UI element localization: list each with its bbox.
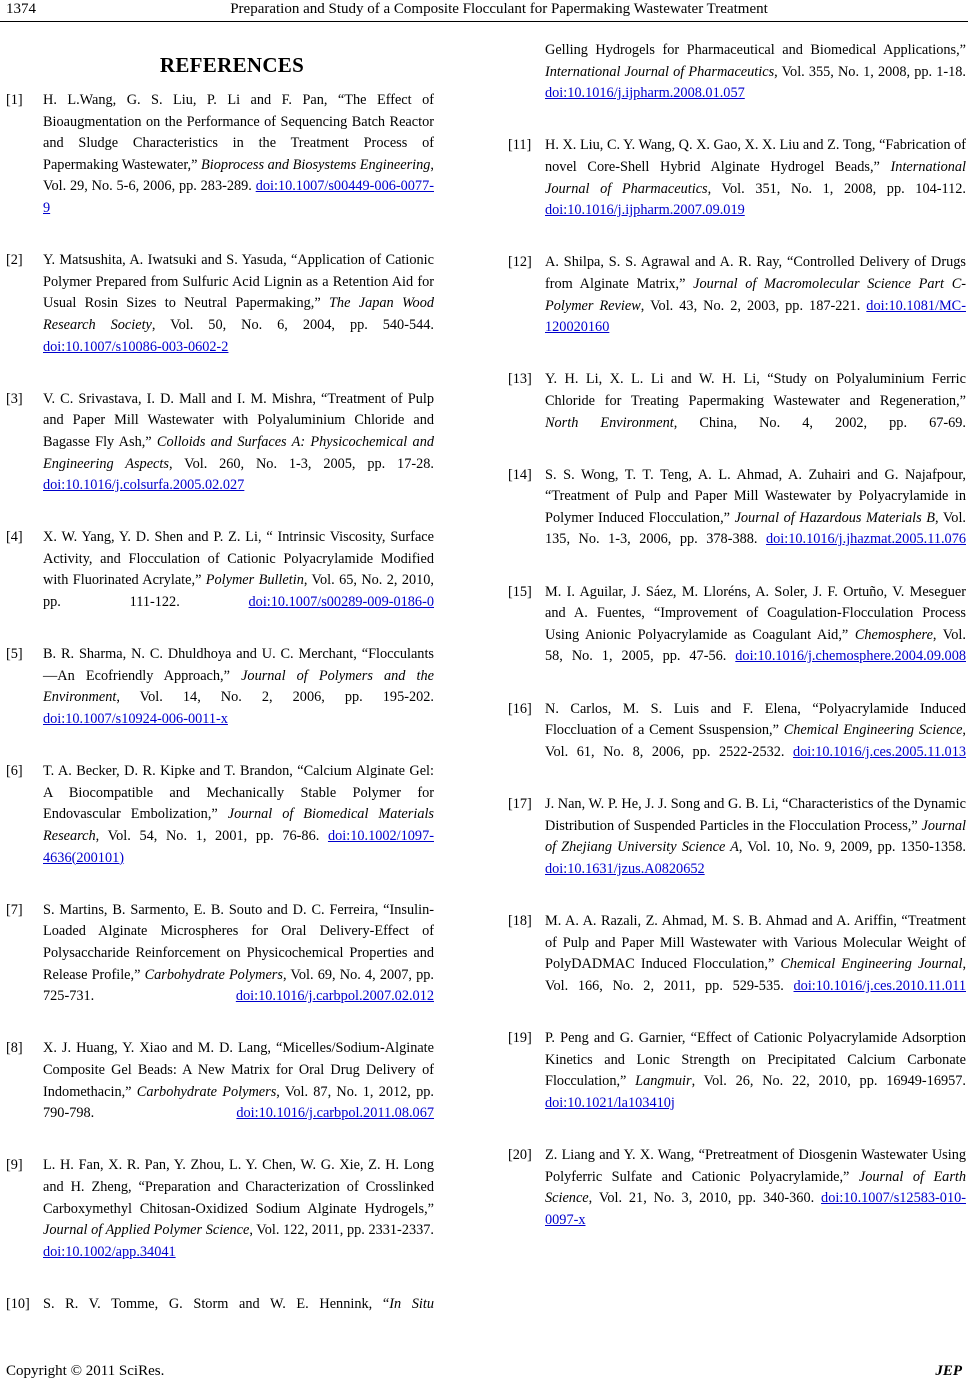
reference-text: [43, 644, 434, 752]
reference-authors-title: H. L.Wang, G. S. Liu, P. Li and F. Pan, “The Effect of Bioaugmentation on the Performance of Sequencing Batch Reactor and Sludge Characteristics in the Treatment Process of Papermaking Wastewater,”: [43, 92, 434, 173]
reference-details: , Vol. 166, No. 2, 2011, pp. 529-535.: [545, 956, 967, 994]
reference-list-left: [6, 90, 434, 1337]
reference-authors-title: P. Peng and G. Garnier, “Effect of Cationic Polyacrylamide Adsorption Kinetics and Lonic Strength on Precipitated Calcium Carbonate Flocculation,”: [545, 1029, 966, 1090]
reference-journal: Journal of Biomedical Materials Research: [43, 806, 434, 844]
reference-text: [43, 900, 434, 1030]
reference-authors-title: M. A. A. Razali, Z. Ahmad, M. S. B. Ahmad and A. Ariffin, “Treatment of Pulp and Paper Mill Wastewater with Various Molecular Weight of PolyDADMAC Induced Flocculation,”: [545, 912, 966, 973]
reference-details: , Vol. 260, No. 1-3, 2005, pp. 17-28.: [168, 455, 434, 472]
reference-item: [6, 761, 434, 891]
doi-link[interactable]: doi:10.1016/j.ces.2010.11.011: [793, 977, 966, 994]
reference-number: [17]: [508, 796, 532, 812]
reference-authors-title: Y. Matsushita, A. Iwatsuki and S. Yasuda, “Application of Cationic Polymer Prepared from Sulfuric Acid Lignin as a Retention Aid for Usual Rosin Sizes to Neutral Papermaking,”: [43, 252, 434, 312]
reference-item: [508, 911, 966, 1019]
doi-link[interactable]: doi:10.1016/j.carbpol.2011.08.067: [236, 1105, 434, 1122]
reference-item: [508, 582, 966, 690]
reference-number: [4]: [6, 529, 23, 546]
doi-link[interactable]: doi:10.1002/1097-4636(200101): [43, 828, 434, 866]
right-column: [508, 40, 966, 1262]
doi-link[interactable]: doi:10.1007/s00449-006-0077-9: [43, 178, 434, 216]
reference-number: [1]: [6, 92, 23, 108]
doi-link[interactable]: doi:10.1016/j.carbpol.2007.02.012: [235, 988, 434, 1005]
reference-details: , Vol. 351, No. 1, 2008, pp. 104-112.: [707, 180, 966, 197]
doi-link[interactable]: doi:10.1007/s12583-010-0097-x: [545, 1190, 966, 1228]
reference-authors-title: V. C. Srivastava, I. D. Mall and I. M. Mishra, “Treatment of Pulp and Paper Mill Wastewater with Polyaluminium Chloride and Bagasse Fly Ash,”: [43, 390, 434, 450]
reference-text: [545, 911, 966, 1019]
reference-journal: Bioprocess and Biosystems Engineering: [201, 156, 431, 173]
reference-item: [6, 389, 434, 519]
reference-list-right: [508, 40, 966, 1253]
reference-authors-title: Gelling Hydrogels for Pharmaceutical and Biomedical Applications,”: [545, 42, 966, 58]
reference-details: , Vol. 87, No. 1, 2012, pp. 790-798.: [43, 1083, 435, 1122]
reference-details: , Vol. 355, No. 1, 2008, pp. 1-18.: [774, 63, 967, 80]
header-rule: [0, 21, 968, 22]
reference-journal: Langmuir: [635, 1073, 692, 1090]
reference-details: , Vol. 61, No. 8, 2006, pp. 2522-2532.: [545, 722, 966, 760]
reference-journal: Journal of Polymers and the Environment: [43, 667, 434, 706]
reference-item: [508, 794, 966, 902]
doi-link[interactable]: doi:10.1016/j.ces.2005.11.013: [792, 743, 966, 760]
reference-text: [545, 1145, 966, 1253]
reference-item: [508, 1028, 966, 1136]
reference-journal: Journal of Zhejiang University Science A: [545, 817, 966, 856]
left-column: [6, 40, 434, 1346]
reference-item: [6, 900, 434, 1030]
reference-item: [508, 699, 966, 785]
copyright-notice: Copyright © 2011 SciRes.: [6, 1363, 165, 1379]
reference-authors-title: X. W. Yang, Y. D. Shen and P. Z. Li, “ Intrinsic Viscosity, Surface Activity, and Flocculation of Cationic Polyacrylamide Modified with Fluorinated Acrylate,”: [43, 529, 434, 589]
reference-journal: Chemical Engineering Science: [783, 722, 963, 739]
reference-number: [19]: [508, 1029, 532, 1046]
reference-details: , Vol. 58, No. 1, 2005, pp. 47-56.: [545, 626, 966, 665]
reference-text: [545, 699, 966, 785]
reference-number: [16]: [508, 700, 532, 717]
reference-text: [545, 40, 966, 126]
reference-details: , Vol. 43, No. 2, 2003, pp. 187-221.: [640, 297, 867, 314]
reference-details: , Vol. 29, No. 5-6, 2006, pp. 283-289.: [43, 156, 434, 195]
reference-authors-title: T. A. Becker, D. R. Kipke and T. Brandon, “Calcium Alginate Gel: A Biocompatible and Mechanically Stable Polymer for Endovascular Embolization,”: [43, 763, 434, 823]
reference-authors-title: N. Carlos, M. S. Luis and F. Elena, “Polyacrylamide Induced Floccluation of a Cement Ssuspension,”: [545, 700, 966, 739]
reference-number: [13]: [508, 371, 532, 388]
reference-text: [545, 135, 966, 243]
reference-authors-title: X. J. Huang, Y. Xiao and M. D. Lang, “Micelles/Sodium-Alginate Composite Gel Beads: A New Matrix for Oral Drug Delivery of Indomethacin,”: [43, 1040, 434, 1100]
reference-number: [12]: [508, 254, 532, 271]
reference-number: [8]: [6, 1040, 23, 1057]
reference-number: [3]: [6, 390, 23, 407]
reference-text: [545, 369, 966, 455]
reference-journal: Chemosphere: [854, 626, 933, 643]
reference-authors-title: S. S. Wong, T. T. Teng, A. L. Ahmad, A. Zuhairi and G. Najafpour, “Treatment of Pulp and Paper Mill Wastewater by Polyacrylamide in Polymer Induced Flocculation,”: [545, 466, 966, 526]
reference-item: [6, 90, 434, 241]
reference-text: [545, 794, 966, 902]
reference-details: , Vol. 50, No. 6, 2004, pp. 540-544.: [151, 316, 434, 333]
reference-item: [6, 644, 434, 752]
reference-number: [5]: [6, 646, 23, 663]
reference-text: [43, 527, 434, 635]
reference-journal: International Journal of Pharmaceutics: [545, 63, 775, 80]
running-title: Preparation and Study of a Composite Flocculant for Papermaking Wastewater Treatment: [230, 1, 768, 17]
doi-link[interactable]: doi:10.1007/s10086-003-0602-2: [43, 338, 229, 355]
reference-item: [6, 527, 434, 635]
reference-item: [508, 135, 966, 243]
reference-item: [508, 40, 966, 126]
reference-journal: International Journal of Pharmaceutics: [545, 158, 966, 197]
reference-journal: Colloids and Surfaces A: Physicochemical and Engineering Aspects: [43, 433, 434, 472]
doi-link[interactable]: doi:10.1002/app.34041: [43, 1243, 176, 1260]
reference-text: [43, 761, 434, 891]
reference-item: [6, 1155, 434, 1285]
reference-item: [508, 465, 966, 573]
reference-details: , Vol. 69, No. 4, 2007, pp. 725-731.: [43, 966, 434, 1005]
reference-authors-title: H. X. Liu, C. Y. Wang, Q. X. Gao, X. X. Liu and Z. Tong, “Fabrication of novel Core-Shell Hybrid Alginate Hydrogel Beads,”: [545, 137, 967, 175]
reference-item: [508, 369, 966, 455]
doi-link[interactable]: doi:10.1016/j.colsurfa.2005.02.027: [43, 477, 245, 494]
reference-authors-title: Y. H. Li, X. L. Li and W. H. Li, “Study on Polyaluminium Ferric Chloride for Treating Papermaking Wastewater and Regeneration,”: [545, 371, 966, 409]
reference-journal: Journal of Earth Science: [545, 1168, 967, 1207]
reference-authors-title: S. Martins, B. Sarmento, E. B. Souto and D. C. Ferreira, “Insulin-Loaded Alginate Microspheres for Oral Delivery-Effect of Polysaccharide Reinforcement on Physicochemical Properties and Release Profile,”: [43, 901, 434, 983]
reference-item: [6, 1294, 434, 1337]
reference-journal: Carbohydrate Polymers: [144, 966, 283, 983]
reference-details: , Vol. 65, No. 2, 2010, pp. 111-122.: [43, 572, 434, 611]
reference-details: , Vol. 135, No. 1-3, 2006, pp. 378-388.: [545, 509, 967, 548]
reference-item: [508, 252, 966, 360]
reference-item: [6, 250, 434, 380]
reference-authors-title: M. I. Aguilar, J. Sáez, M. Lloréns, A. Soler, J. F. Ortuño, V. Meseguer and A. Fuentes, “Improvement of Coagulation-Flocculation Process Using Anionic Polyacrylamide as Coagulant Aid,”: [545, 583, 966, 643]
doi-link[interactable]: doi:10.1021/la103410j: [545, 1094, 675, 1111]
reference-text: [43, 389, 434, 519]
reference-details: , Vol. 14, No. 2, 2006, pp. 195-202.: [116, 689, 434, 706]
reference-number: [9]: [6, 1157, 23, 1174]
reference-text: [43, 90, 434, 241]
doi-link[interactable]: doi:10.1016/j.chemosphere.2004.09.008: [735, 648, 966, 665]
references-heading: REFERENCES: [159, 53, 305, 77]
reference-authors-title: J. Nan, W. P. He, J. J. Song and G. B. Li, “Characteristics of the Dynamic Distribution of Suspended Particles in the Flocculation Process,”: [545, 796, 966, 834]
reference-journal: Journal of Macromolecular Science Part C-Polymer Review: [545, 275, 966, 314]
reference-journal: Polymer Bulletin: [205, 572, 304, 589]
reference-authors-title: S. R. V. Tomme, G. Storm and W. E. Hennink, “: [43, 1295, 390, 1312]
reference-number: [6]: [6, 763, 23, 780]
reference-number: [18]: [508, 912, 532, 929]
reference-text: [545, 252, 966, 360]
reference-details: , Vol. 21, No. 3, 2010, pp. 340-360.: [588, 1190, 822, 1207]
reference-journal: Journal of Applied Polymer Science: [43, 1222, 250, 1239]
reference-item: [6, 1038, 434, 1146]
reference-details: , Vol. 122, 2011, pp. 2331-2337.: [249, 1222, 434, 1239]
doi-link[interactable]: doi:10.1631/jzus.A0820652: [545, 860, 705, 877]
reference-authors-title: A. Shilpa, S. S. Agrawal and A. R. Ray, “Controlled Delivery of Drugs from Alginate Matrix,”: [545, 254, 966, 292]
reference-journal: The Japan Wood Research Society: [43, 295, 434, 333]
reference-text: [43, 1294, 434, 1337]
reference-authors-title: L. H. Fan, X. R. Pan, Y. Zhou, L. Y. Chen, W. G. Xie, Z. H. Long and H. Zheng, “Preparation and Characterization of Crosslinked Carboxymethyl Chitosan-Oxidized Sodium Alginate Hydrogels,”: [43, 1157, 434, 1217]
reference-text: [545, 1028, 966, 1136]
reference-text: [545, 465, 966, 573]
reference-details: , Vol. 26, No. 22, 2010, pp. 16949-16957.: [691, 1073, 966, 1090]
doi-link[interactable]: doi:10.1016/j.ijpharm.2007.09.019: [545, 202, 745, 219]
reference-text: [43, 250, 434, 380]
reference-journal: North Environment: [545, 414, 674, 431]
page-number: 1374: [6, 1, 36, 17]
reference-item: [508, 1145, 966, 1253]
reference-journal: In Situ: [389, 1295, 434, 1312]
doi-link[interactable]: doi:10.1016/j.ijpharm.2008.01.057: [545, 85, 745, 102]
doi-link[interactable]: doi:10.1016/j.jhazmat.2005.11.076: [765, 531, 966, 548]
doi-link[interactable]: doi:10.1081/MC-120020160: [545, 297, 966, 336]
reference-details: , China, No. 4, 2002, pp. 67-69.: [673, 414, 967, 431]
reference-number: [20]: [508, 1146, 532, 1163]
reference-number: [10]: [6, 1295, 30, 1312]
reference-journal: Carbohydrate Polymers: [136, 1083, 277, 1100]
reference-authors-title: Z. Liang and Y. X. Wang, “Pretreatment of Diosgenin Wastewater Using Polyferric Sulfate and Cationic Polyacrylamide,”: [545, 1146, 966, 1185]
journal-abbreviation: JEP: [935, 1363, 962, 1379]
reference-details: , Vol. 54, No. 1, 2001, pp. 76-86.: [95, 828, 328, 844]
reference-text: [43, 1155, 434, 1285]
reference-details: , Vol. 10, No. 9, 2009, pp. 1350-1358.: [738, 839, 967, 856]
reference-authors-title: B. R. Sharma, N. C. Dhuldhoya and U. C. Merchant, “Flocculants—An Ecofriendly Approach,”: [43, 646, 434, 684]
doi-link[interactable]: doi:10.1007/s00289-009-0186-0: [248, 594, 434, 611]
reference-text: [43, 1038, 434, 1146]
reference-text: [545, 582, 966, 690]
reference-number: [7]: [6, 901, 23, 918]
reference-number: [2]: [6, 252, 23, 269]
reference-journal: Journal of Hazardous Materials B: [734, 509, 935, 526]
reference-journal: Chemical Engineering Journal: [780, 956, 963, 973]
reference-number: [11]: [508, 137, 532, 154]
reference-number: [14]: [508, 466, 532, 483]
reference-number: [15]: [508, 583, 532, 600]
doi-link[interactable]: doi:10.1007/s10924-006-0011-x: [43, 711, 228, 728]
